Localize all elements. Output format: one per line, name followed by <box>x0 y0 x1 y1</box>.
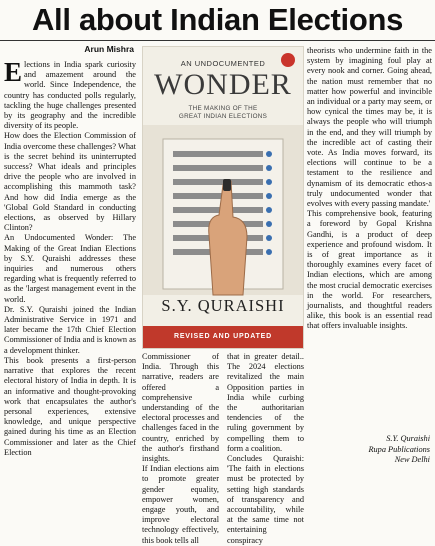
paragraph: If Indian elections aim to promote greater gender equality, empower women, engage youth, and improve electoral technology effectively, this book tells all <box>142 464 219 545</box>
article-column-3 <box>142 352 219 545</box>
book-cover <box>142 46 304 349</box>
paragraph: An Undocumented Wonder: The Making of the Great Indian Elections by S.Y. Quraishi addresses these inquiries and numerous others regarding what is frequently referred to as the 'largest management event in the world. <box>4 233 136 304</box>
voting-machine-illustration <box>143 125 303 295</box>
paragraph: that in greater detail.. The 2024 elections revitalized the main Opposition parties in India while curbing the authoritarian tendencies of the ruling government by compelling them to form a coalition. <box>227 352 304 453</box>
credit-author: S.Y. Quraishi <box>386 434 430 443</box>
paragraph: This book presents a first-person narrative that explores the recent electoral history of India in depth. It is an informative and thought-provoking work that encapsulates the author's personal experiences, extensive knowledge, and unique perspective gained during his time as an Election Commissioner and later as the Chief Election <box>4 355 136 457</box>
book-credit <box>330 434 430 466</box>
paragraph: Elections in India spark curiosity and amazement around the world. Since Independence, the country has conducted polls regularly, tackling the huge challenges presented by its geography and the incredible diversity of its people. <box>4 57 136 131</box>
cover-banner: REVISED AND UPDATED <box>143 326 303 348</box>
cover-title: WONDER <box>154 68 292 101</box>
paragraph: Dr. S.Y. Quraishi joined the Indian Administrative Service in 1971 and later became the 17th Chief Election Commissioner of India and is known as a development thinker. <box>4 304 136 355</box>
byline: Arun Mishra <box>84 44 134 54</box>
cover-subtitle: THE MAKING OF THE GREAT INDIAN ELECTIONS <box>178 105 268 120</box>
headline: All about Indian Elections <box>31 2 404 37</box>
paragraph: This comprehensive book, featuring a foreword by Gopal Krishna Gandhi, is a product of deep experience and profound wisdom. It is of great importance as it thoroughly examines every facet of Indian elections, which are among the most crucial democratic exercises in the world. For researchers, journalists, and thoughtful readers alike, this book is an essential read that offers invaluable insights. <box>307 209 432 331</box>
headline-rule <box>0 40 435 41</box>
paragraph: How does the Election Commission of India overcome these challenges? What is the secret behind its uninterrupted success? What ideals and principles drive the people who are involved in accomplishing this mammoth task? And how did India emerge as the 'Global Gold Standard in conducting elections, as observed by Hillary Clinton? <box>4 131 136 233</box>
article-column-1 <box>4 57 136 470</box>
article-column-2 <box>307 46 432 392</box>
credit-publisher: Rupa Publications <box>368 444 430 454</box>
drop-cap: E <box>4 57 23 87</box>
paragraph: Concludes Quraishi: 'The faith in elections must be protected by setting high standards of transparency and accountability, while at the same time not entertaining conspiracy <box>227 454 304 545</box>
paragraph: theorists who undermine faith in the system by imagining foul play at every nook and corner. Going ahead, the nation must remember that no matter how powerful and invincible an individual or a party may seem, or how cynical the times may be, it is always the people who will triumph in the end, and they will triumph by the incredible act of casting their vote. As India moves forward, its elections will continue to be a testament to the resilience and dynamism of its democratic ethos-a truly undocumented wonder that evolves with every passing mandate.' <box>307 46 432 209</box>
cover-top-line: AN UNDOCUMENTED <box>180 59 266 68</box>
article-column-4 <box>227 352 304 545</box>
paragraph: Commissioner of India. Through this narrative, readers are offered a comprehensive understanding of the electoral processes and challenges faced in the country, enriched by the author's firsthand insights. <box>142 352 219 464</box>
credit-city: New Delhi <box>394 455 430 464</box>
cover-author: S.Y. QURAISHI <box>161 296 285 315</box>
